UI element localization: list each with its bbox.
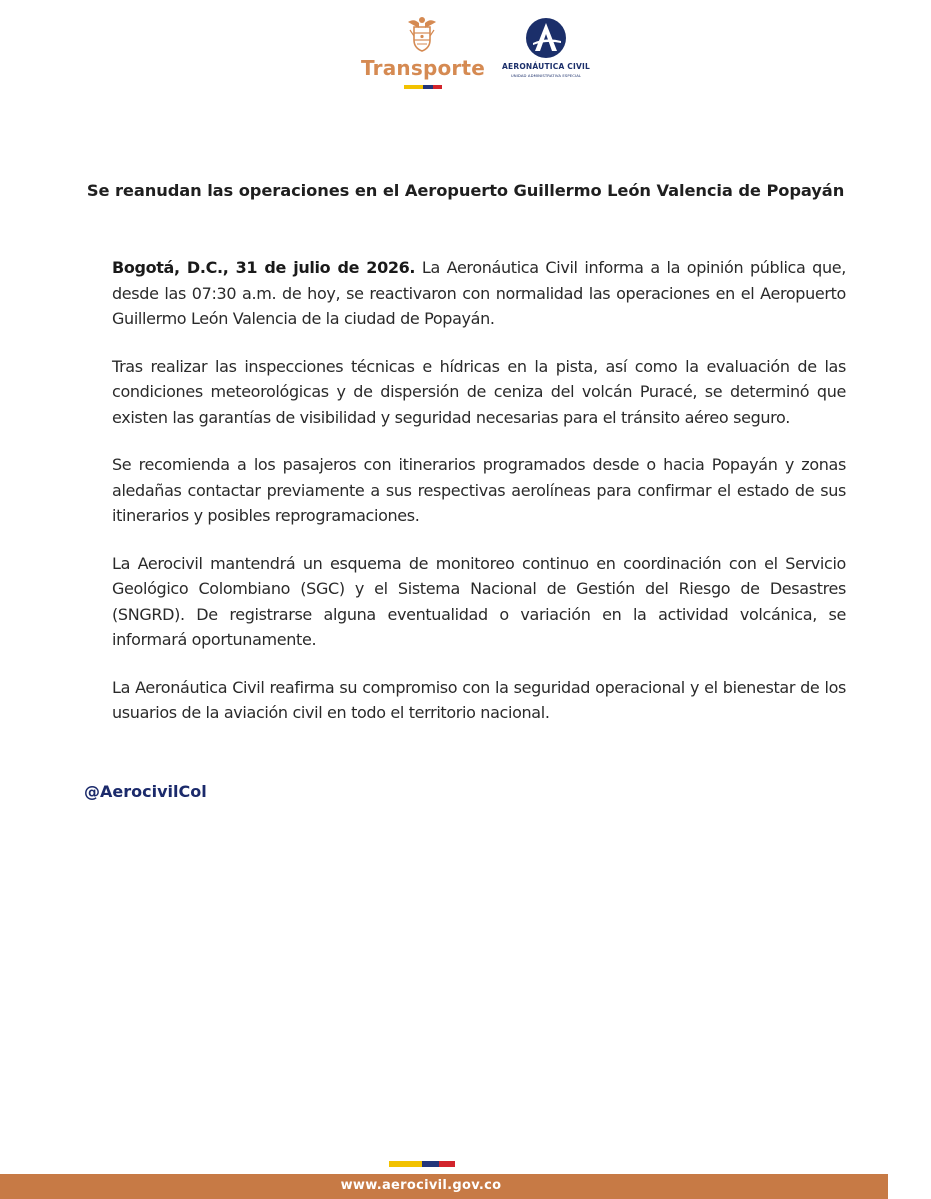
colombia-flag-stripe bbox=[404, 85, 442, 89]
press-release-title: Se reanudan las operaciones en el Aeropuerto Guillermo León Valencia de Popayán bbox=[86, 181, 845, 200]
dateline: Bogotá, D.C., 31 de julio de 2026. bbox=[112, 258, 416, 277]
transporte-logo bbox=[360, 14, 486, 94]
colombia-coat-of-arms-icon bbox=[402, 14, 442, 54]
transporte-wordmark: Transporte bbox=[361, 56, 485, 80]
website-url[interactable]: www.aerocivil.gov.co bbox=[340, 1178, 502, 1193]
letterhead bbox=[0, 14, 931, 94]
social-handle[interactable]: @AerocivilCol bbox=[84, 782, 207, 801]
press-release-body bbox=[112, 255, 846, 748]
paragraph-4: La Aerocivil mantendrá un esquema de monitoreo continuo en coordinación con el Servicio Geológico Colombiano (SGC) y el Sistema Nacional de Gestión del Riesgo de Desastres (SNGRD). De registrarse alguna eventualidad o variación en la actividad volcánica, se informará oportunamente. bbox=[112, 553, 846, 649]
aerocivil-wordmark: AERONÁUTICA CIVIL bbox=[502, 62, 590, 71]
footer-flag-stripe bbox=[389, 1161, 455, 1167]
paragraph-2: Tras realizar las inspecciones técnicas e hídricas en la pista, así como la evaluación de las condiciones meteorológicas y de dispersión de ceniza del volcán Puracé, se determinó que existen las garantías de visibilidad y seguridad necesarias para el tránsito aéreo seguro. bbox=[112, 356, 846, 427]
paragraph-3: Se recomienda a los pasajeros con itinerarios programados desde o hacia Popayán y zonas aledañas contactar previamente a sus respectivas aerolíneas para confirmar el estado de sus itinerarios y posibles reprogramaciones. bbox=[112, 455, 846, 525]
paragraph-1-text: La Aeronáutica Civil informa a la opinión pública que, desde las 07:30 a.m. de hoy, se reactivaron con normalidad las operaciones en el Aeropuerto Guillermo León Valencia de la ciudad de Popayán. bbox=[112, 258, 846, 328]
aerocivil-subtitle: UNIDAD ADMINISTRATIVA ESPECIAL bbox=[510, 73, 582, 78]
footer-bar bbox=[0, 1174, 888, 1199]
aerocivil-emblem-icon bbox=[525, 17, 567, 59]
aerocivil-logo bbox=[500, 14, 600, 94]
paragraph-1 bbox=[112, 255, 846, 332]
paragraph-5: La Aeronáutica Civil reafirma su compromiso con la seguridad operacional y el bienestar de los usuarios de la aviación civil en todo el territorio nacional. bbox=[112, 677, 846, 722]
